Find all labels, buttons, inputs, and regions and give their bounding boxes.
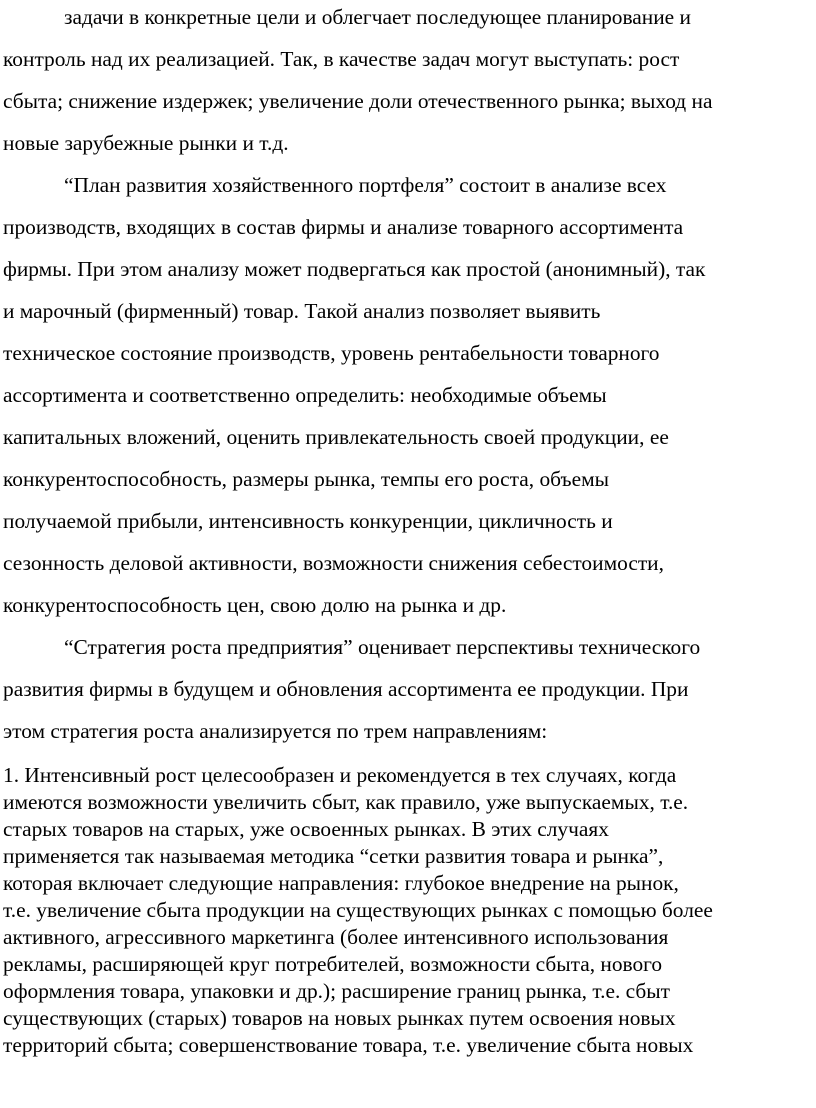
text-line: конкурентоспособность, размеры рынка, темпы его роста, объемы	[3, 467, 609, 491]
text-line: задачи в конкретные цели и облегчает последующее планирование и	[64, 5, 691, 29]
text-line: и марочный (фирменный) товар. Такой анализ позволяет выявить	[3, 299, 601, 323]
text-line: которая включает следующие направления: глубокое внедрение на рынок,	[3, 871, 679, 895]
text-line: ассортимента и соответственно определить: необходимые объемы	[3, 383, 607, 407]
text-line: развития фирмы в будущем и обновления ассортимента ее продукции. При	[3, 677, 689, 701]
text-line: т.е. увеличение сбыта продукции на существующих рынках с помощью более	[3, 898, 713, 922]
text-line: “План развития хозяйственного портфеля” состоит в анализе всех	[64, 173, 667, 197]
text-line: применяется так называемая методика “сетки развития товара и рынка”,	[3, 844, 664, 868]
text-line: имеются возможности увеличить сбыт, как правило, уже выпускаемых, т.е.	[3, 790, 689, 814]
text-line: фирмы. При этом анализу может подвергаться как простой (анонимный), так	[3, 257, 706, 281]
text-line: рекламы, расширяющей круг потребителей, возможности сбыта, нового	[3, 952, 663, 976]
text-line: производств, входящих в состав фирмы и анализе товарного ассортимента	[3, 215, 684, 239]
text-line: техническое состояние производств, уровень рентабельности товарного	[3, 341, 660, 365]
text-line: новые зарубежные рынки и т.д.	[3, 131, 289, 155]
text-line: этом стратегия роста анализируется по трем направлениям:	[3, 719, 548, 743]
text-line: сезонность деловой активности, возможности снижения себестоимости,	[3, 551, 664, 575]
text-line: территорий сбыта; совершенствование товара, т.е. увеличение сбыта новых	[3, 1033, 694, 1057]
text-line: “Стратегия роста предприятия” оценивает перспективы технического	[64, 635, 701, 659]
text-line: контроль над их реализацией. Так, в качестве задач могут выступать: рост	[3, 47, 680, 71]
text-line: 1. Интенсивный рост целесообразен и рекомендуется в тех случаях, когда	[3, 763, 677, 787]
text-line: капитальных вложений, оценить привлекательность своей продукции, ее	[3, 425, 669, 449]
text-line: конкурентоспособность цен, свою долю на рынка и др.	[3, 593, 507, 617]
text-line: старых товаров на старых, уже освоенных рынках. В этих случаях	[3, 817, 609, 841]
text-line: получаемой прибыли, интенсивность конкуренции, цикличность и	[3, 509, 613, 533]
text-line: существующих (старых) товаров на новых рынках путем освоения новых	[3, 1006, 676, 1030]
text-line: оформления товара, упаковки и др.); расширение границ рынка, т.е. сбыт	[3, 979, 671, 1003]
text-line: активного, агрессивного маркетинга (более интенсивного использования	[3, 925, 669, 949]
text-line: сбыта; снижение издержек; увеличение доли отечественного рынка; выход на	[3, 89, 713, 113]
